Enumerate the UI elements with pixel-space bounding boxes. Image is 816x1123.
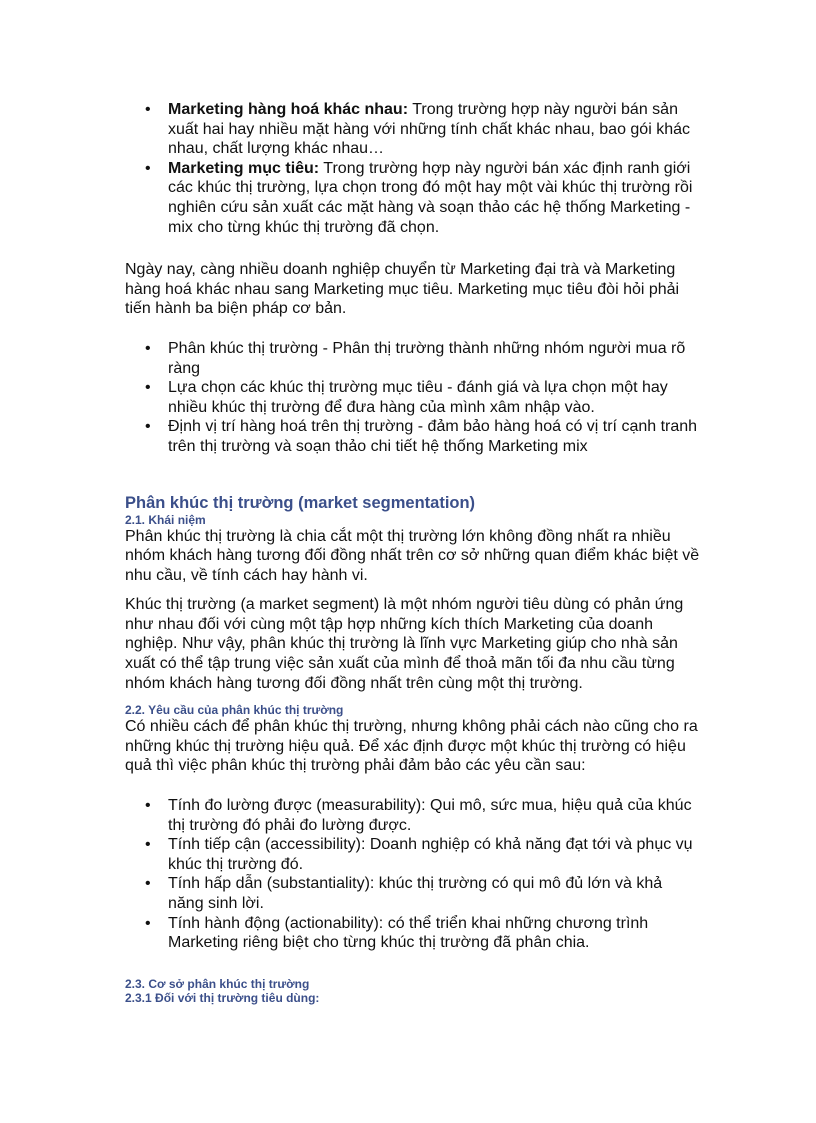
subsection-heading: 2.3. Cơ sở phân khúc thị trường [125, 976, 310, 991]
paragraph: Phân khúc thị trường là chia cắt một thị trường lớn không đồng nhất ra nhiều nhóm khách hàng tương đối đồng nhất trên cơ sở những quan điểm khác biệt về nhu cầu, về tính cách hay hành vi. [125, 527, 700, 584]
list-item [125, 874, 700, 913]
list-item-text: Tính hành động (actionability): có thể triển khai những chương trình Marketing riêng biệt cho từng khúc thị trường đã phân chia. [168, 914, 649, 952]
list-item-term: Marketing mục tiêu: [168, 159, 320, 177]
measures-list [125, 339, 700, 457]
bullet-icon: • [145, 418, 151, 436]
paragraph: Có nhiều cách để phân khúc thị trường, nhưng không phải cách nào cũng cho ra những khúc thị trường hiệu quả. Để xác định được một khúc thị trường có hiệu quả thì việc phân khúc thị trường phải đảm bảo các yêu cần sau: [125, 718, 698, 775]
list-item-text: Trong trường hợp này người bán sản xuất hai hay nhiều mặt hàng với những tính chất khác nhau, bao gói khác nhau, chất lượng khác nhau… [168, 101, 690, 158]
paragraph: Ngày nay, càng nhiều doanh nghiệp chuyển từ Marketing đại trà và Marketing hàng hoá khác nhau sang Marketing mục tiêu. Marketing mục tiêu đòi hỏi phải tiến hành ba biện pháp cơ bản. [125, 261, 680, 318]
list-item [125, 378, 700, 417]
list-item-text: Trong trường hợp này người bán xác định ranh giới các khúc thị trường, lựa chọn trong đó một hay một vài khúc thị trường rồi nghiên cứu sản xuất các mặt hàng và soạn thảo các hệ thống Marketing - mix cho từng khúc thị trường đã chọn. [168, 159, 693, 236]
list-item [125, 339, 700, 378]
list-item-text: Định vị trí hàng hoá trên thị trường - đảm bảo hàng hoá có vị trí cạnh tranh trên thị trường và soạn thảo chi tiết hệ thống Marketing mix [168, 418, 698, 455]
list-item [125, 914, 700, 953]
list-item-text: Lựa chọn các khúc thị trường mục tiêu - đánh giá và lựa chọn một hay nhiều khúc thị trường để đưa hàng của mình xâm nhập vào. [168, 379, 668, 416]
bullet-icon: • [145, 875, 151, 893]
list-item-text: Phân khúc thị trường - Phân thị trường thành những nhóm người mua rõ ràng [168, 339, 686, 377]
bullet-icon: • [145, 914, 151, 932]
list-item [125, 796, 700, 835]
strategy-list [125, 100, 700, 237]
section-heading: Phân khúc thị trường (market segmentation) [125, 493, 476, 512]
bullet-icon: • [145, 797, 151, 815]
list-item-term: Marketing hàng hoá khác nhau: [168, 101, 409, 118]
subsection-heading: 2.1. Khái niệm [125, 512, 206, 527]
paragraph: Khúc thị trường (a market segment) là một nhóm người tiêu dùng có phản ứng như nhau đối với cùng một tập hợp những kích thích Marketing của doanh nghiệp. Như vậy, phân khúc thị trường là lĩnh vực Marketing giúp cho nhà sản xuất có thể tập trung việc sản xuất của mình để thoả mãn tối đa nhu cầu từng nhóm khách hàng tương đối đồng nhất trên cùng một thị trường. [125, 596, 684, 692]
list-item [125, 835, 700, 874]
list-item-text: Tính hấp dẫn (substantiality): khúc thị trường có qui mô đủ lớn và khả năng sinh lời. [168, 875, 663, 912]
requirements-list [125, 796, 700, 953]
bullet-icon: • [145, 836, 151, 854]
subsubsection-heading: 2.3.1 Đối với thị trường tiêu dùng: [125, 990, 320, 1005]
bullet-icon: • [145, 101, 151, 118]
document-page [125, 100, 700, 1005]
list-item [125, 100, 700, 159]
bullet-icon: • [145, 339, 151, 357]
bullet-icon: • [145, 379, 151, 397]
list-item-text: Tính đo lường được (measurability): Qui mô, sức mua, hiệu quả của khúc thị trường đó phải đo lường được. [168, 797, 692, 834]
list-item [125, 417, 700, 456]
subsection-heading: 2.2. Yêu cầu của phân khúc thị trường [125, 703, 344, 718]
bullet-icon: • [145, 159, 151, 177]
list-item [125, 159, 700, 237]
list-item-text: Tính tiếp cận (accessibility): Doanh nghiệp có khả năng đạt tới và phục vụ khúc thị trường đó. [168, 836, 693, 873]
